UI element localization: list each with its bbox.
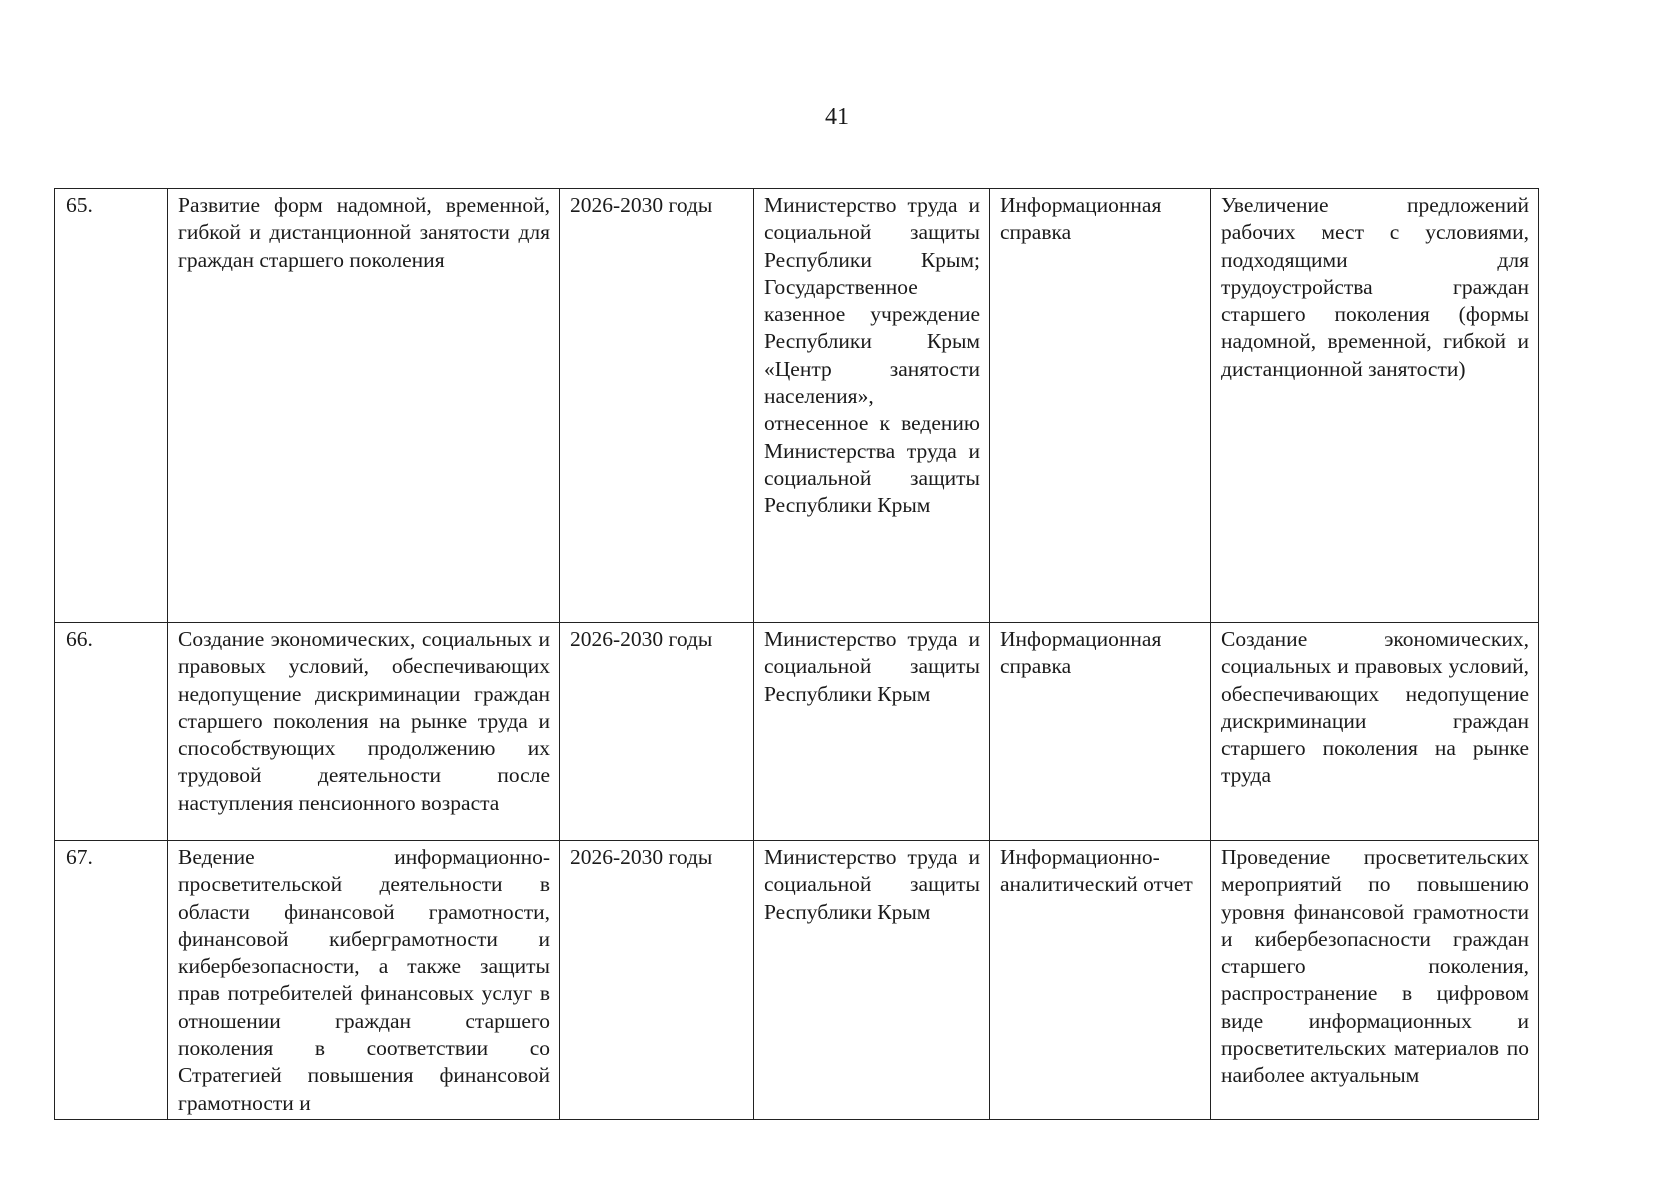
report-form: Информационно-аналитический отчет: [990, 841, 1211, 1120]
expected-result: Увеличение предложений рабочих мест с условиями, подходящими для трудоустройства граждан старшего поколения (формы надомной, временной, гибкой и дистанционной занятости): [1211, 189, 1539, 623]
measure-description: Создание экономических, социальных и правовых условий, обеспечивающих недопущение дискриминации граждан старшего поколения на рынке труда и способствующих продолжению их трудовой деятельности после наступления пенсионного возраста: [168, 623, 560, 841]
row-number: 65.: [55, 189, 168, 623]
measure-description: Развитие форм надомной, временной, гибкой и дистанционной занятости для граждан старшего поколения: [168, 189, 560, 623]
table-row: [55, 189, 1539, 623]
row-number: 66.: [55, 623, 168, 841]
expected-result: Создание экономических, социальных и правовых условий, обеспечивающих недопущение дискриминации граждан старшего поколения на рынке труда: [1211, 623, 1539, 841]
measure-description: Ведение информационно-просветительской деятельности в области финансовой грамотности, финансовой киберграмотности и кибербезопасности, а также защиты прав потребителей финансовых услуг в отношении граждан старшего поколения в соответствии со Стратегией повышения финансовой грамотности и: [168, 841, 560, 1120]
table-row: [55, 841, 1539, 1120]
page-number: 41: [825, 104, 849, 130]
implementation-period: 2026-2030 годы: [560, 189, 754, 623]
implementation-period: 2026-2030 годы: [560, 841, 754, 1120]
row-number: 67.: [55, 841, 168, 1120]
table-row: [55, 623, 1539, 841]
measures-table: [54, 188, 1539, 1120]
report-form: Информационная справка: [990, 623, 1211, 841]
implementation-period: 2026-2030 годы: [560, 623, 754, 841]
responsible-executor: Министерство труда и социальной защиты Республики Крым: [754, 841, 990, 1120]
responsible-executor: Министерство труда и социальной защиты Республики Крым; Государственное казенное учреждение Республики Крым «Центр занятости населения», отнесенное к ведению Министерства труда и социальной защиты Республики Крым: [754, 189, 990, 623]
report-form: Информационная справка: [990, 189, 1211, 623]
responsible-executor: Министерство труда и социальной защиты Республики Крым: [754, 623, 990, 841]
expected-result: Проведение просветительских мероприятий по повышению уровня финансовой грамотности и кибербезопасности граждан старшего поколения, распространение в цифровом виде информационных и просветительских материалов по наиболее актуальным: [1211, 841, 1539, 1120]
